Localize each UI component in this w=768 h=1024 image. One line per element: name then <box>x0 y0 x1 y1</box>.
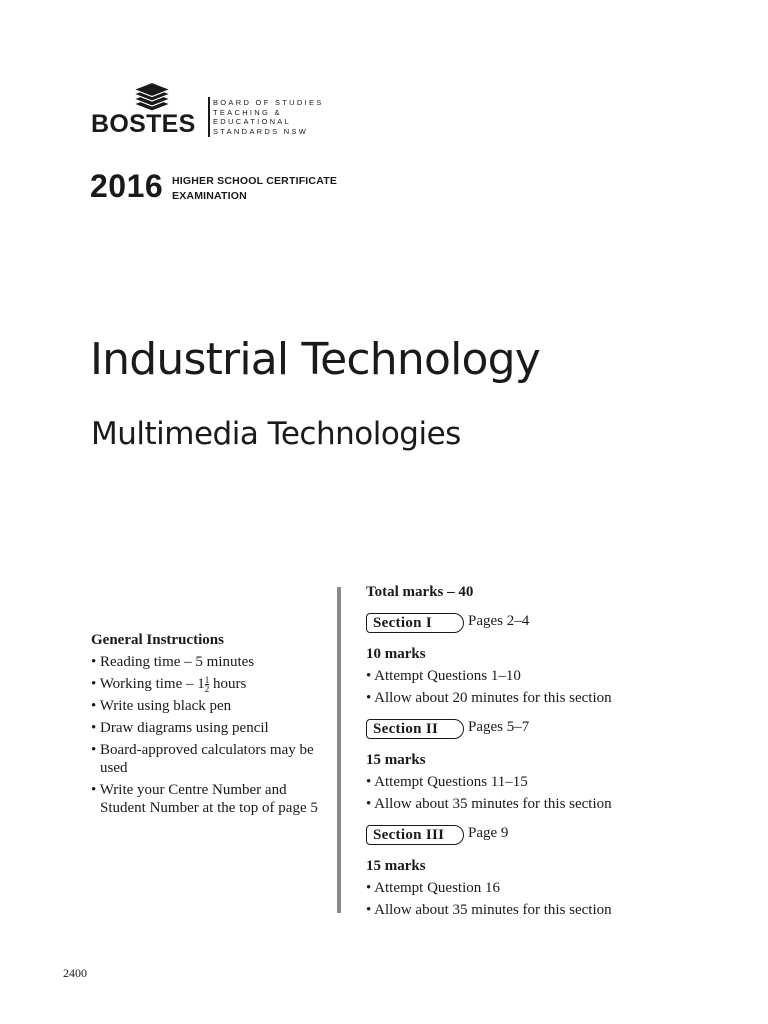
logo-subtitle-line: TEACHING & <box>213 107 282 117</box>
instruction-item: • Board-approved calculators may be used <box>91 742 314 777</box>
section-bullet: • Allow about 35 minutes for this section <box>366 796 612 812</box>
section-details <box>366 857 746 919</box>
general-instructions-heading: General Instructions <box>91 632 224 648</box>
working-time-suffix: hours <box>209 676 247 692</box>
exam-year: 2016 <box>90 168 164 204</box>
section-header <box>366 613 746 633</box>
total-marks: Total marks – 40 <box>366 584 474 600</box>
paper-title: Industrial Technology <box>90 334 541 385</box>
logo-subtitle-line: STANDARDS NSW <box>213 126 309 136</box>
section-bullet: • Allow about 20 minutes for this section <box>366 690 612 706</box>
working-time-prefix: • Working time – 1 <box>91 676 205 692</box>
instruction-item: • Reading time – 5 minutes <box>91 654 255 670</box>
general-instructions <box>91 631 331 821</box>
section-details <box>366 751 746 813</box>
paper-subtitle: Multimedia Technologies <box>91 416 461 452</box>
instruction-item-working-time <box>91 675 331 693</box>
logo-divider <box>208 97 210 137</box>
exam-name-line: HIGHER SCHOOL CERTIFICATE <box>172 175 338 187</box>
instruction-item: • Write using black pen <box>91 698 232 715</box>
section-marks: 15 marks <box>366 752 426 768</box>
instruction-item: • Draw diagrams using pencil <box>91 720 269 737</box>
instruction-item: • Write your Centre Number and Student Number at the top of page 5 <box>91 782 318 817</box>
fraction-denominator: 2 <box>204 684 210 695</box>
section-label-box: Section III <box>366 825 464 845</box>
section-header <box>366 825 746 845</box>
exam-name <box>172 174 337 204</box>
section-bullet: • Attempt Question 16 <box>366 880 500 896</box>
section-summary <box>366 583 746 931</box>
section-pages: Pages 5–7 <box>468 719 530 735</box>
section-pages: Page 9 <box>468 825 509 841</box>
logo-subtitle-line: EDUCATIONAL <box>213 117 292 127</box>
exam-name-line: EXAMINATION <box>172 190 247 202</box>
section-bullet: • Allow about 35 minutes for this section <box>366 902 612 918</box>
section-label-box: Section II <box>366 719 464 739</box>
section-label-box: Section I <box>366 613 464 633</box>
column-divider <box>337 587 341 913</box>
section-details <box>366 645 746 707</box>
logo-subtitle-line: BOARD OF STUDIES <box>213 98 324 107</box>
fraction-numerator: 1 <box>204 675 210 686</box>
section-marks: 15 marks <box>366 858 426 874</box>
section-bullet: • Attempt Questions 1–10 <box>366 668 521 684</box>
section-pages: Pages 2–4 <box>468 613 530 629</box>
logo-wordmark: BOSTES <box>91 110 196 138</box>
section-header <box>366 719 746 739</box>
logo-subtitle <box>213 98 324 136</box>
section-marks: 10 marks <box>366 646 426 662</box>
paper-code: 2400 <box>63 966 87 980</box>
section-bullet: • Attempt Questions 11–15 <box>366 774 528 790</box>
